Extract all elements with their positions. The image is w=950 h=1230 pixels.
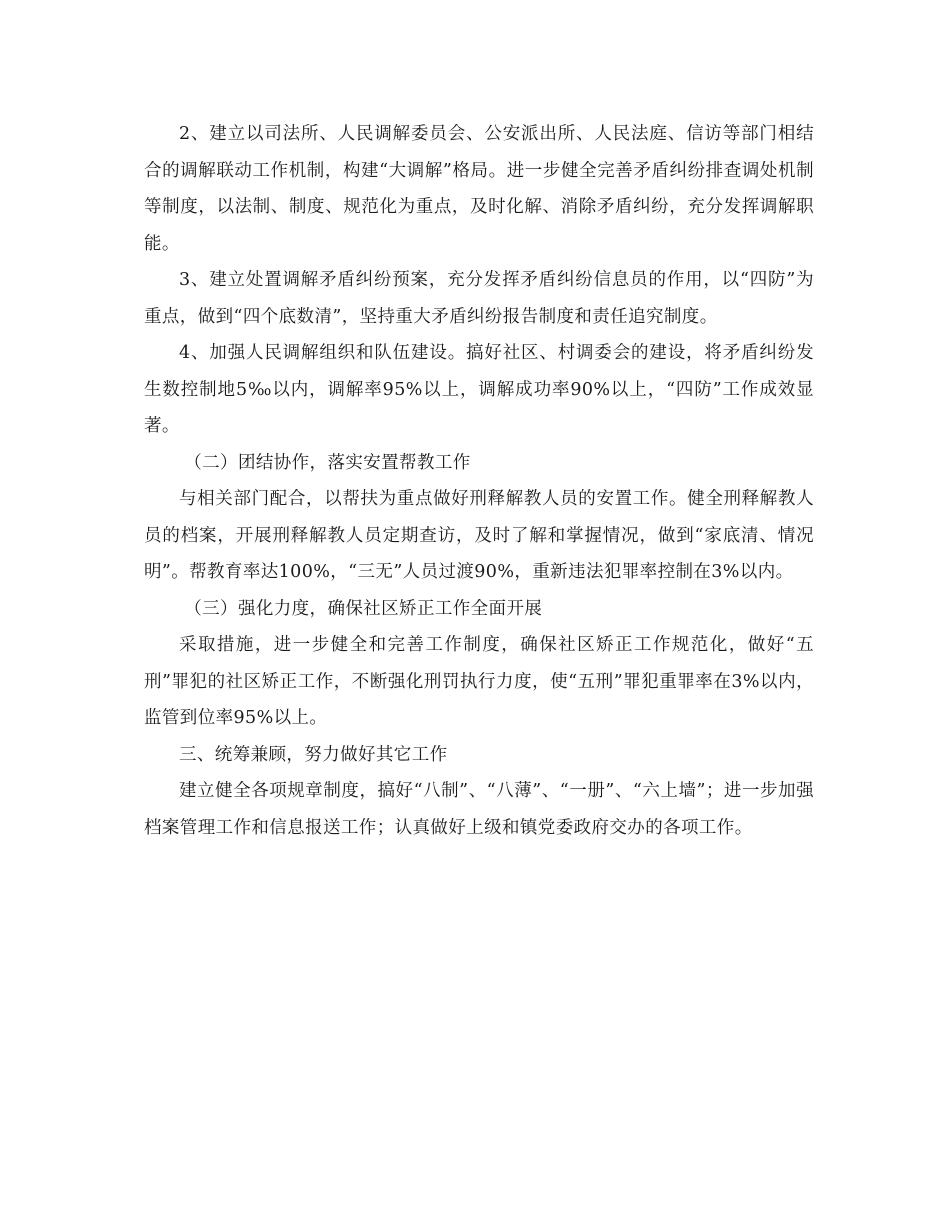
paragraph-section-2: 与相关部门配合，以帮扶为重点做好刑释解教人员的安置工作。健全刑释解教人员的档案，开展刑释解教人员定期查访，及时了解和掌握情况，做到“家底清、情况明”。帮教育率达100%，“三无”人员过渡90%，重新违法犯罪率控制在3%以内。	[144, 489, 814, 582]
part-heading-3: 三、统筹兼顾，努力做好其它工作	[179, 744, 448, 765]
section-heading-2: （二）团结协作，落实安置帮教工作	[184, 452, 471, 473]
paragraph-item-2: 2、建立以司法所、人民调解委员会、公安派出所、人民法庭、信访等部门相结合的调解联动工作机制，构建“大调解”格局。进一步健全完善矛盾纠纷排查调处机制等制度，以法制、制度、规范化为重点，及时化解、消除矛盾纠纷，充分发挥调解职能。	[144, 124, 814, 254]
paragraph-item-4: 4、加强人民调解组织和队伍建设。搞好社区、村调委会的建设，将矛盾纠纷发生数控制地5‰以内，调解率95%以上，调解成功率90%以上，“四防”工作成效显著。	[144, 343, 814, 436]
document-body	[144, 116, 814, 846]
paragraph-section-3: 采取措施，进一步健全和完善工作制度，确保社区矫正工作规范化，做好“五刑”罪犯的社区矫正工作，不断强化刑罚执行力度，使“五刑”罪犯重罪率在3%以内，监管到位率95%以上。	[144, 635, 814, 728]
section-heading-3: （三）强化力度，确保社区矫正工作全面开展	[184, 598, 543, 619]
paragraph-part-3: 建立健全各项规章制度，搞好“八制”、“八薄”、“一册”、“六上墙”；进一步加强档案管理工作和信息报送工作；认真做好上级和镇党委政府交办的各项工作。	[144, 781, 814, 838]
paragraph-item-3: 3、建立处置调解矛盾纠纷预案，充分发挥矛盾纠纷信息员的作用，以“四防”为重点，做到“四个底数清”，坚持重大矛盾纠纷报告制度和责任追究制度。	[144, 270, 814, 327]
